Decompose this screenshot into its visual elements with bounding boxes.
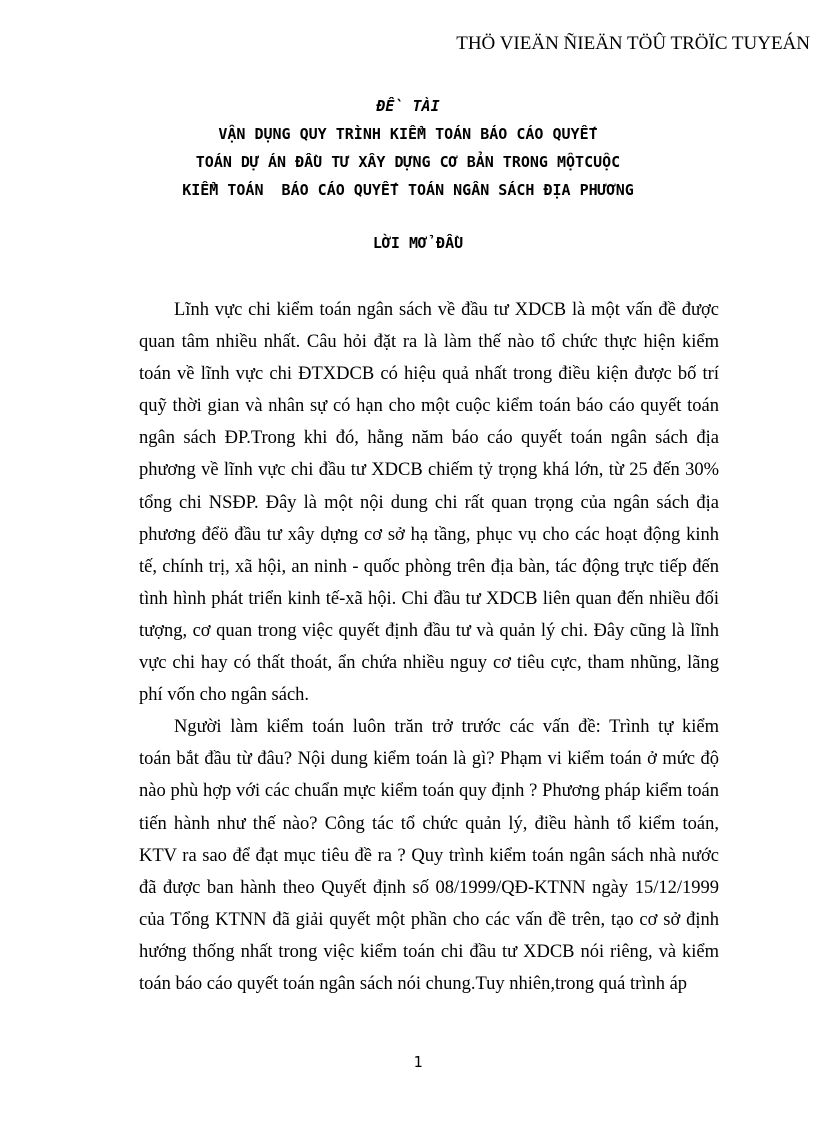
title-line: KIỂM TOÁN BÁO CÁO QUYẾT TOÁN NGÂN SÁCH ĐỊA PHƯƠNG	[182, 181, 634, 199]
paragraph-line: Người làm kiểm toán luôn trăn trở trước các vấn đề: Trình tự kiểm	[174, 717, 719, 738]
paragraph-line: vực chi hay có thất thoát, ẩn chứa nhiều nguy cơ tiêu cực, tham nhũng, lãng	[139, 653, 719, 674]
body-text	[139, 294, 719, 1000]
title-label: ĐỀ TÀI	[376, 97, 440, 115]
library-header: THÖ VIEÄN ÑIEÄN TÖÛ TRÖÏC TUYEÁN	[456, 33, 810, 54]
paragraph-line: ngân sách ĐP.Trong khi đó, hằng năm báo cáo quyết toán ngân sách địa	[139, 428, 719, 449]
paragraph-line: tượng, cơ quan trong việc quyết định đầu tư và quản lý chi. Đây cũng là lĩnh	[139, 620, 719, 641]
paragraph-line: phương về lĩnh vực chi đầu tư XDCB chiếm tỷ trọng khá lớn, từ 25 đến 30%	[139, 460, 719, 481]
paragraph-line: tế, chính trị, xã hội, an ninh - quốc phòng trên địa bàn, tác động trực tiếp đến	[139, 556, 719, 577]
paragraph-line: Lĩnh vực chi kiểm toán ngân sách về đầu tư XDCB là một vấn đề được	[174, 300, 719, 320]
section-heading: LỜI MỞ ĐẦU	[372, 234, 464, 252]
paragraph-line: KTV ra sao để đạt mục tiêu đề ra ? Quy trình kiểm toán ngân sách nhà nước	[139, 845, 719, 866]
title-line: VẬN DỤNG QUY TRÌNH KIỂM TOÁN BÁO CÁO QUYẾT	[218, 125, 598, 143]
document-title	[0, 92, 816, 204]
paragraph-line: tình hình phát triển kinh tế-xã hội. Chi đầu tư XDCB liên quan đến nhiều đối	[139, 588, 719, 609]
paragraph-line: toán bắt đầu từ đâu? Nội dung kiểm toán là gì? Phạm vi kiểm toán ở mức độ	[139, 749, 719, 770]
paragraph-line: quỹ thời gian và nhân sự có hạn cho một cuộc kiểm toán báo cáo quyết toán	[139, 396, 719, 417]
paragraph-line: đã được ban hành theo Quyết định số 08/1999/QĐ-KTNN ngày 15/12/1999	[139, 877, 719, 898]
paragraph	[139, 711, 719, 1000]
paragraph-line: toán về lĩnh vực chi ĐTXDCB có hiệu quả nhất trong điều kiện được bố trí	[139, 364, 719, 385]
paragraph-line: nào phù hợp với các chuẩn mực kiểm toán quy định ? Phương pháp kiểm toán	[139, 781, 719, 802]
paragraph-line: phí vốn cho ngân sách.	[139, 685, 310, 706]
paragraph-line: phương đểö đầu tư xây dựng cơ sở hạ tầng, phục vụ cho các hoạt động kinh	[139, 524, 719, 545]
paragraph-line: tổng chi NSĐP. Đây là một nội dung chi rất quan trọng của ngân sách địa	[139, 492, 719, 513]
paragraph-line: hướng thống nhất trong việc kiểm toán chi đầu tư XDCB nói riêng, và kiểm	[139, 941, 719, 962]
page-number: 1	[413, 1053, 423, 1071]
paragraph-line: tiến hành như thế nào? Công tác tổ chức quản lý, điều hành tổ kiểm toán,	[139, 813, 719, 834]
paragraph	[139, 294, 719, 711]
title-line: TOÁN DỰ ÁN ĐẦU TƯ XÂY DỰNG CƠ BẢN TRONG MỘTCUỘC	[195, 153, 621, 171]
paragraph-line: quan tâm nhiều nhất. Câu hỏi đặt ra là làm thế nào tổ chức thực hiện kiểm	[139, 332, 719, 353]
paragraph-line: toán báo cáo quyết toán ngân sách nói chung.Tuy nhiên,trong quá trình áp	[139, 973, 688, 994]
paragraph-line: của Tổng KTNN đã giải quyết một phần cho các vấn đề trên, tạo cơ sở định	[139, 909, 719, 930]
